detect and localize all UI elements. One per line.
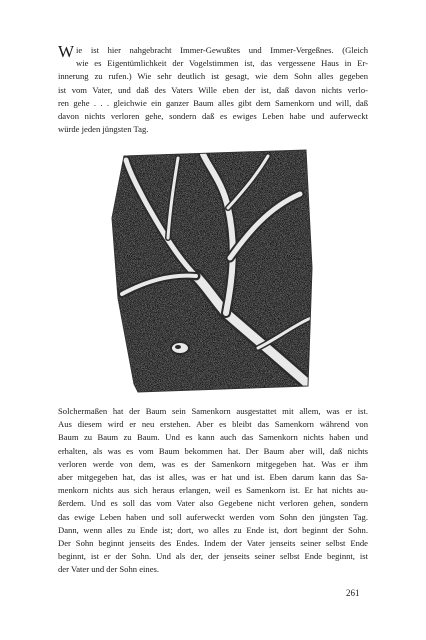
text-line: ie ist hier nahgebracht Immer-Gewußtes und Immer-Vergeßnes. (Gleich [76,45,368,55]
text-line: Solchermaßen hat der Baum sein Samenkorn ausgestattet mit allem, was er ist. [58,406,368,416]
text-line: ist vom Vater, und daß des Vaters Wille eben der ist, daß davon nichts verlo- [58,84,368,95]
drop-cap: W [58,42,75,61]
page-number: 261 [346,588,360,598]
text-line: Dann, wenn alles zu Ende ist; dort, wo alles zu Ende ist, dort beginnt der Sohn. [58,524,368,535]
text-line: innerung zu rufen.) Wie sehr deutlich ist gesagt, wie dem Sohn alles gegeben [58,71,368,82]
text-line: beginnt, ist er der Sohn. Und als der, der jenseits seiner selbst Ende beginnt, ist [58,551,368,562]
text-line: Baum zu Baum zu Baum. Und es kann auch das Samenkorn nichts haben und [58,432,368,443]
text-line: aber mitgegeben hat, das ist alles, was er hat und ist. Eben darum kann das Sa- [58,472,368,483]
text-line: wie es Eigentümlichkeit der Vogelstimmen ist, das vergessene Haus in Er- [76,58,368,69]
text-line: ren gehe . . . gleichwie ein ganzer Baum alles gibt dem Samenkorn und will, daß [58,97,368,108]
text-line: das ewige Leben haben und soll auferweckt werden vom Sohn den jüngsten Tag. [58,511,368,522]
paragraph-2 [58,405,368,577]
text-line: menkorn nichts aus sich heraus erlangen, weil es Samenkorn ist. Er hat nichts au- [58,485,368,496]
text-line: davon nichts verloren gehe, sondern daß es ewiges Leben habe und auferweckt [58,111,368,122]
text-line: verloren werde von dem, was es der Samenkorn mitgegeben hat. Was er ihm [58,458,368,469]
stone-relief-tree-image [108,148,314,394]
text-line: Der Sohn beginnt jenseits des Endes. Indem der Vater jenseits seiner selbst Ende [58,538,368,549]
text-line: ßerdem. Und es soll das vom Vater also Gegebene nicht verloren gehen, sondern [58,498,368,509]
text-line: Aus diesem wird er neu erstehen. Aber es bleibt das Samenkorn während von [58,419,368,430]
text-line: der Vater und der Sohn eines. [58,564,160,575]
paragraph-1 [58,44,368,136]
text-line: erhalten, als was es vom Baum bekommen hat. Der Baum aber will, daß nichts [58,445,368,456]
text-line: würde jeden jüngsten Tag. [58,124,149,135]
